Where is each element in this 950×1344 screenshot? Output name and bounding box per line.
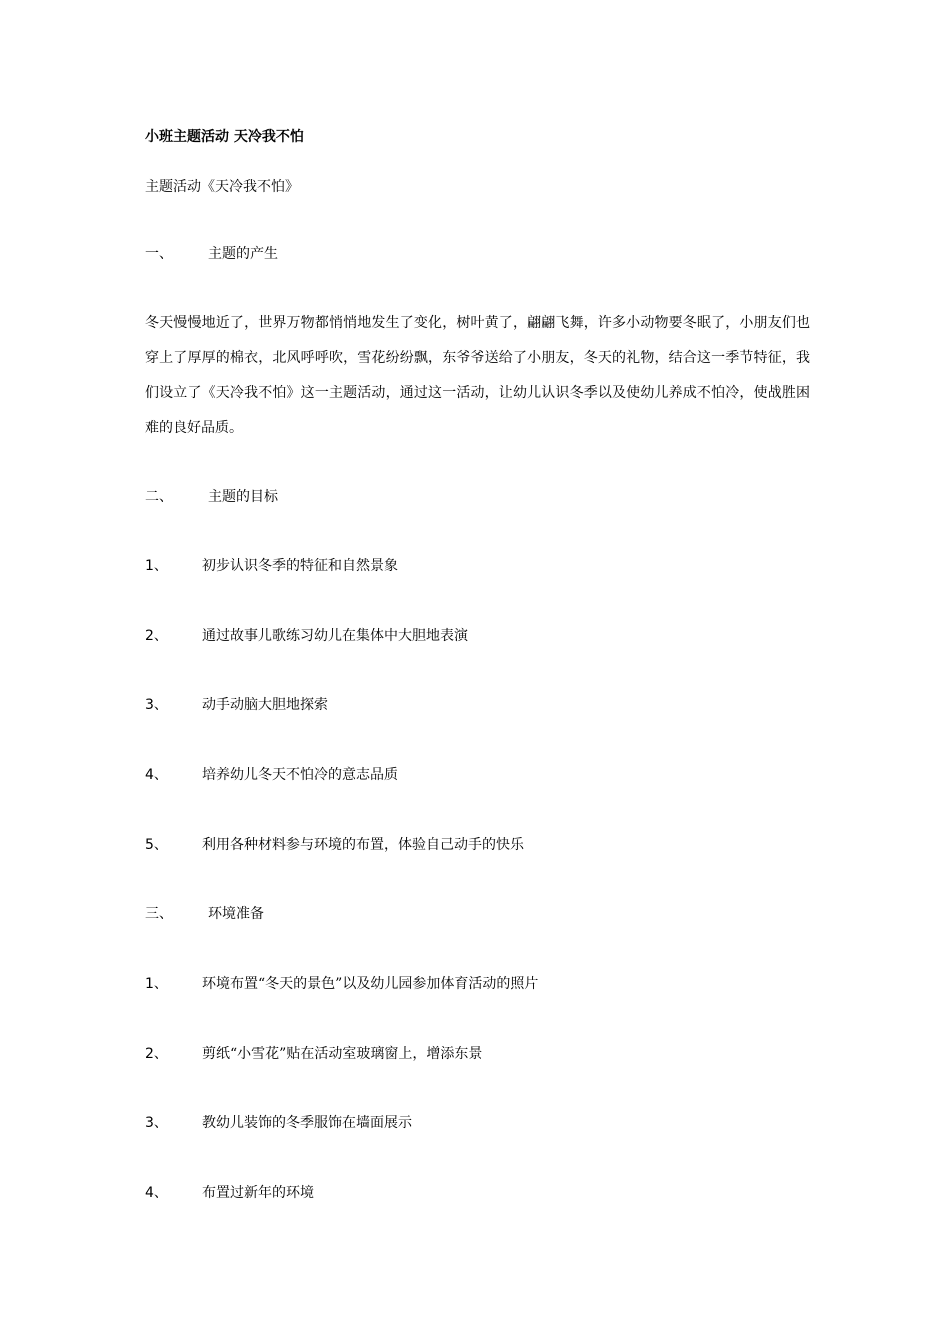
list-item (145, 765, 398, 785)
list-item-text: 初步认识冬季的特征和自然景象 (202, 558, 398, 574)
list-item-text: 剪纸“小雪花”贴在活动室玻璃窗上，增添东景 (202, 1046, 483, 1062)
section-number: 一、 (145, 246, 173, 262)
list-item-number: 2、 (145, 628, 168, 644)
list-item (145, 626, 468, 646)
list-item-text: 利用各种材料参与环境的布置，体验自己动手的快乐 (202, 837, 524, 853)
list-item (145, 1183, 314, 1203)
section-heading-text: 主题的产生 (208, 246, 278, 262)
list-item (145, 974, 538, 994)
list-item-text: 教幼儿装饰的冬季服饰在墙面展示 (202, 1115, 412, 1131)
list-item-number: 4、 (145, 1185, 168, 1201)
list-item-number: 4、 (145, 767, 168, 783)
list-item (145, 556, 398, 576)
list-item (145, 1113, 412, 1133)
list-item-number: 1、 (145, 558, 168, 574)
list-item (145, 835, 524, 855)
list-item-number: 2、 (145, 1046, 168, 1062)
section-number: 二、 (145, 489, 173, 505)
document-title: 小班主题活动 天冷我不怕 (145, 129, 304, 145)
section-paragraph: 冬天慢慢地近了，世界万物都悄悄地发生了变化，树叶黄了，翩翩飞舞，许多小动物要冬眠了，小朋友们也穿上了厚厚的棉衣，北风呼呼吹，雪花纷纷飘，东爷爷送给了小朋友，冬天的礼物，结合这一季节特征，我们设立了《天冷我不怕》这一主题活动，通过这一活动，让幼儿认识冬季以及使幼儿养成不怕冷，使战胜困难的良好品质。 (145, 315, 810, 436)
section-heading-text: 环境准备 (208, 906, 264, 922)
list-item-text: 布置过新年的环境 (202, 1185, 314, 1201)
list-item-number: 3、 (145, 1115, 168, 1131)
document-subtitle: 主题活动《天冷我不怕》 (145, 179, 299, 195)
section-heading-text: 主题的目标 (208, 489, 278, 505)
list-item-number: 5、 (145, 837, 168, 853)
list-item-text: 环境布置“冬天的景色”以及幼儿园参加体育活动的照片 (202, 976, 539, 992)
list-item-text: 培养幼儿冬天不怕冷的意志品质 (202, 767, 398, 783)
section-number: 三、 (145, 906, 173, 922)
section-heading (145, 244, 278, 264)
section-heading (145, 487, 278, 507)
list-item-text: 通过故事儿歌练习幼儿在集体中大胆地表演 (202, 628, 468, 644)
list-item-text: 动手动脑大胆地探索 (202, 697, 328, 713)
list-item (145, 695, 328, 715)
section-heading (145, 904, 264, 924)
list-item-number: 1、 (145, 976, 168, 992)
list-item-number: 3、 (145, 697, 168, 713)
list-item (145, 1044, 482, 1064)
